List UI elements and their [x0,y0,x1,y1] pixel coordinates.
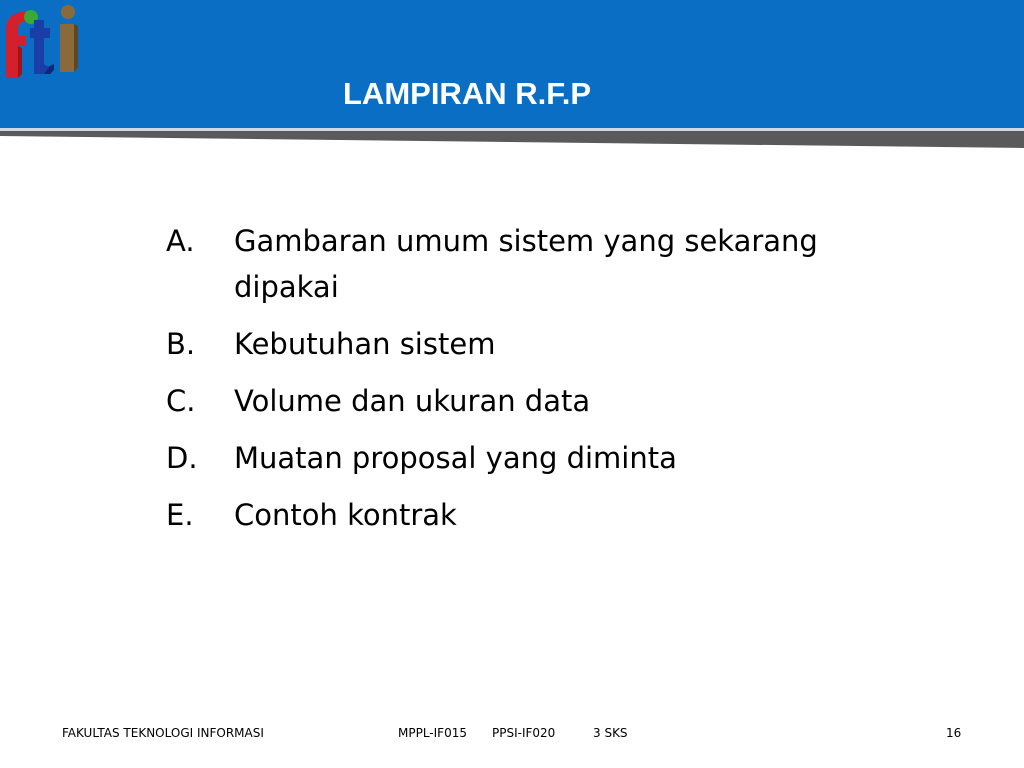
list-item [166,492,906,538]
list-marker: E. [166,498,194,532]
list-marker: B. [166,327,196,361]
fti-logo-icon [0,0,84,84]
list-item [166,321,906,367]
footer-course-code-1: MPPL-IF015 [398,726,467,740]
footer-faculty: FAKULTAS TEKNOLOGI INFORMASI [62,726,264,740]
rfp-appendix-list [166,218,906,549]
slide-header [0,0,1024,150]
footer-page-number: 16 [946,726,962,740]
list-marker: C. [166,384,196,418]
list-item-text: Muatan proposal yang diminta [234,441,677,475]
list-item [166,218,906,310]
list-item [166,378,906,424]
footer-course-code-2: PPSI-IF020 [492,726,556,740]
list-marker: D. [166,441,198,475]
list-item-text: Kebutuhan sistem [234,327,496,361]
list-item-text: Contoh kontrak [234,498,457,532]
list-item-text: Gambaran umum sistem yang sekarang dipakai [234,224,818,304]
list-item [166,435,906,481]
list-item-text: Volume dan ukuran data [234,384,591,418]
list-marker: A. [166,224,195,258]
footer-credits: 3 SKS [593,726,628,740]
slide-title: LAMPIRAN R.F.P [343,76,591,111]
